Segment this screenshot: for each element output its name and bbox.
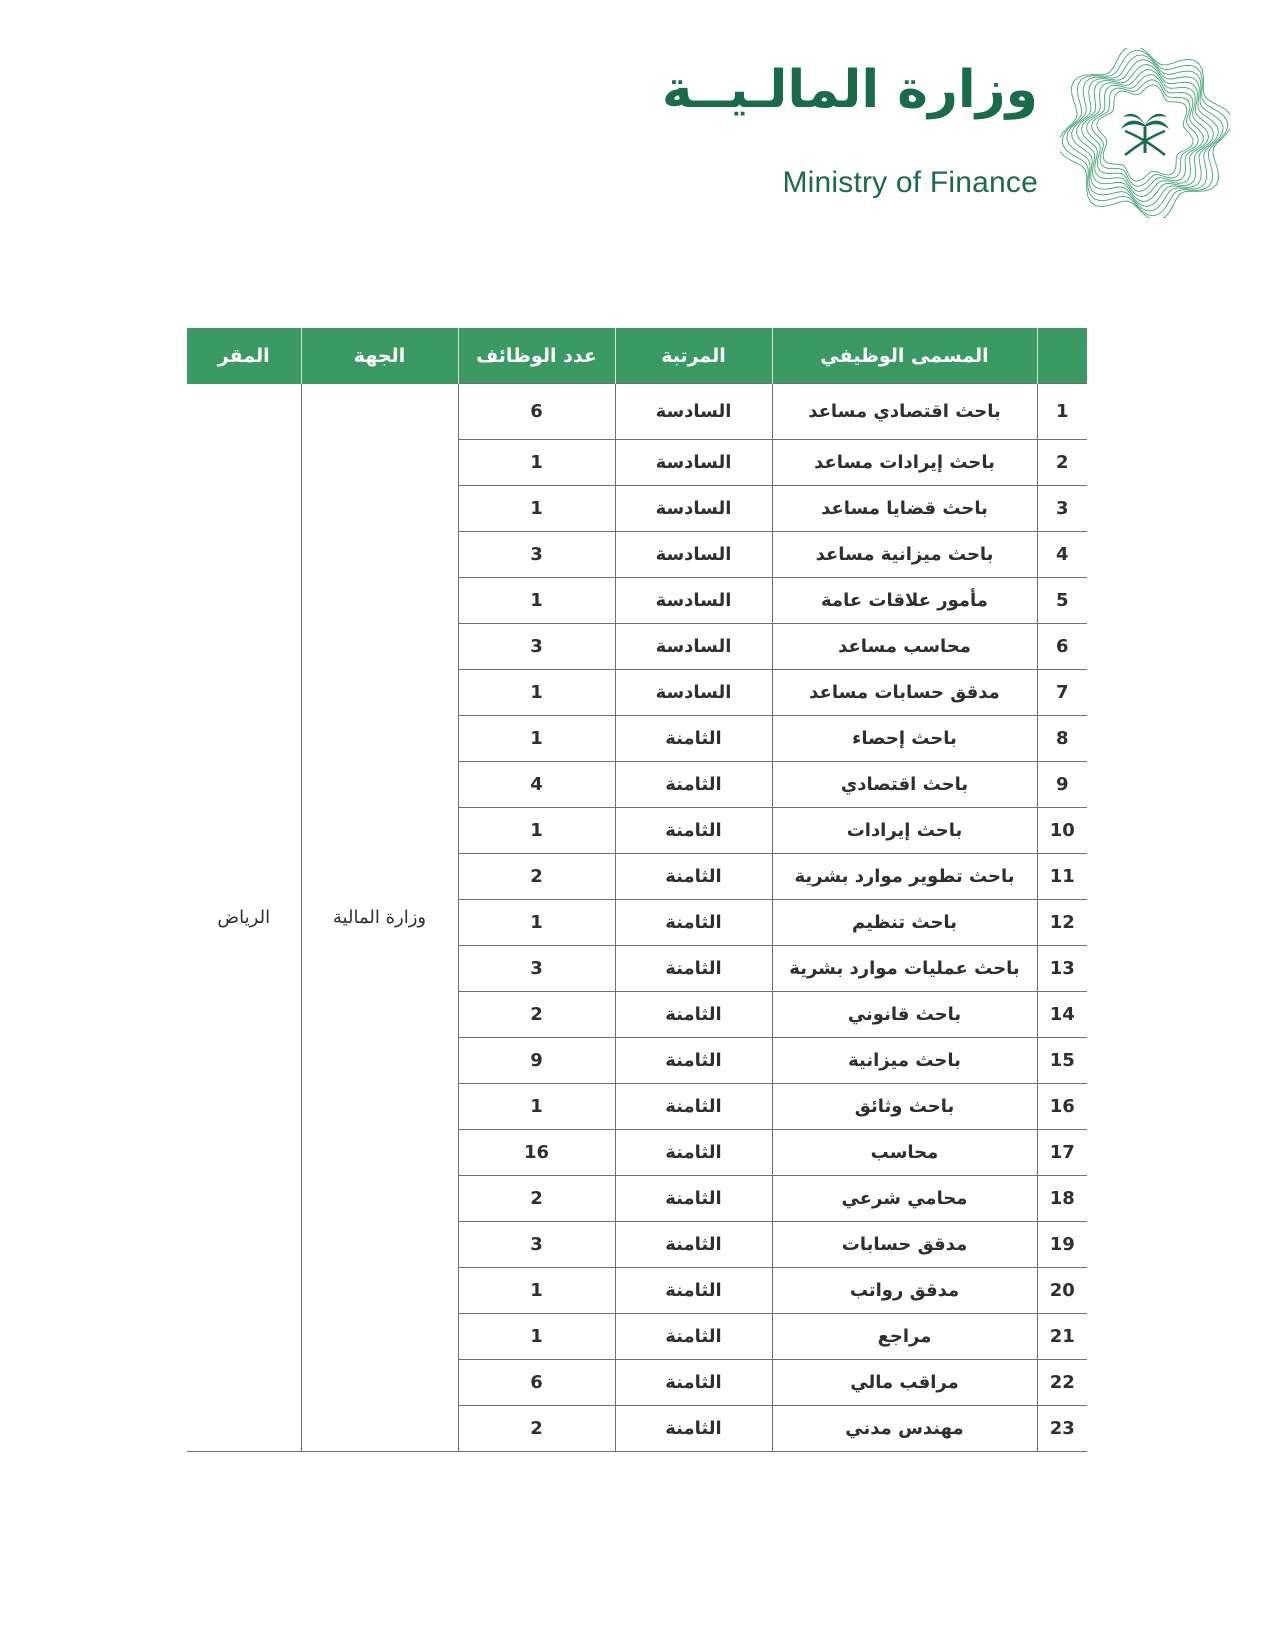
rank-cell: الثامنة (615, 1176, 772, 1222)
header-count: عدد الوظائف (458, 328, 615, 384)
count-cell: 2 (458, 992, 615, 1038)
header-entity: الجهة (301, 328, 458, 384)
row-number: 9 (1037, 762, 1087, 808)
row-number: 10 (1037, 808, 1087, 854)
job-title-cell: باحث قانوني (772, 992, 1037, 1038)
job-title-cell: مدقق رواتب (772, 1268, 1037, 1314)
job-title-cell: باحث قضايا مساعد (772, 486, 1037, 532)
rank-cell: الثامنة (615, 808, 772, 854)
row-number: 20 (1037, 1268, 1087, 1314)
ministry-logo (661, 48, 1230, 218)
header-index (1037, 328, 1087, 384)
count-cell: 6 (458, 384, 615, 440)
row-number: 6 (1037, 624, 1087, 670)
rank-cell: الثامنة (615, 1314, 772, 1360)
rank-cell: الثامنة (615, 1222, 772, 1268)
job-title-cell: باحث ميزانية (772, 1038, 1037, 1084)
ministry-emblem-icon (1060, 48, 1230, 218)
rank-cell: الثامنة (615, 900, 772, 946)
row-number: 15 (1037, 1038, 1087, 1084)
job-title-cell: باحث اقتصادي (772, 762, 1037, 808)
rank-cell: الثامنة (615, 854, 772, 900)
count-cell: 3 (458, 624, 615, 670)
count-cell: 1 (458, 486, 615, 532)
table-header-row (187, 328, 1087, 384)
count-cell: 3 (458, 532, 615, 578)
row-number: 17 (1037, 1130, 1087, 1176)
count-cell: 1 (458, 716, 615, 762)
count-cell: 3 (458, 1222, 615, 1268)
count-cell: 1 (458, 808, 615, 854)
job-title-cell: محاسب (772, 1130, 1037, 1176)
job-title-cell: باحث إحصاء (772, 716, 1037, 762)
rank-cell: الثامنة (615, 992, 772, 1038)
jobs-table (187, 328, 1087, 1452)
rank-cell: السادسة (615, 670, 772, 716)
job-title-cell: باحث تنظيم (772, 900, 1037, 946)
count-cell: 3 (458, 946, 615, 992)
count-cell: 1 (458, 440, 615, 486)
job-title-cell: مدقق حسابات (772, 1222, 1037, 1268)
row-number: 18 (1037, 1176, 1087, 1222)
rank-cell: السادسة (615, 578, 772, 624)
job-title-cell: مراقب مالي (772, 1360, 1037, 1406)
table-row (187, 384, 1087, 440)
rank-cell: السادسة (615, 384, 772, 440)
row-number: 7 (1037, 670, 1087, 716)
job-title-cell: محاسب مساعد (772, 624, 1037, 670)
job-title-cell: باحث اقتصادي مساعد (772, 384, 1037, 440)
rank-cell: السادسة (615, 532, 772, 578)
job-title-cell: باحث إيرادات (772, 808, 1037, 854)
row-number: 4 (1037, 532, 1087, 578)
count-cell: 1 (458, 900, 615, 946)
rank-cell: الثامنة (615, 1360, 772, 1406)
row-number: 21 (1037, 1314, 1087, 1360)
job-title-cell: باحث وثائق (772, 1084, 1037, 1130)
rank-cell: الثامنة (615, 1268, 772, 1314)
logo-english-text: Ministry of Finance (782, 166, 1038, 199)
rank-cell: السادسة (615, 440, 772, 486)
rank-cell: الثامنة (615, 762, 772, 808)
count-cell: 9 (458, 1038, 615, 1084)
job-title-cell: باحث عمليات موارد بشرية (772, 946, 1037, 992)
job-title-cell: مدقق حسابات مساعد (772, 670, 1037, 716)
row-number: 2 (1037, 440, 1087, 486)
row-number: 3 (1037, 486, 1087, 532)
count-cell: 1 (458, 670, 615, 716)
row-number: 22 (1037, 1360, 1087, 1406)
row-number: 23 (1037, 1406, 1087, 1452)
row-number: 19 (1037, 1222, 1087, 1268)
city-cell: الرياض (187, 384, 301, 1452)
count-cell: 2 (458, 1176, 615, 1222)
entity-cell: وزارة المالية (301, 384, 458, 1452)
count-cell: 4 (458, 762, 615, 808)
row-number: 14 (1037, 992, 1087, 1038)
count-cell: 1 (458, 1314, 615, 1360)
row-number: 11 (1037, 854, 1087, 900)
job-title-cell: مهندس مدني (772, 1406, 1037, 1452)
rank-cell: الثامنة (615, 1130, 772, 1176)
job-title-cell: مأمور علاقات عامة (772, 578, 1037, 624)
job-title-cell: باحث تطوير موارد بشرية (772, 854, 1037, 900)
header-city: المقر (187, 328, 301, 384)
rank-cell: السادسة (615, 486, 772, 532)
table-body (187, 384, 1087, 1452)
job-title-cell: باحث ميزانية مساعد (772, 532, 1037, 578)
rank-cell: الثامنة (615, 1084, 772, 1130)
row-number: 1 (1037, 384, 1087, 440)
row-number: 5 (1037, 578, 1087, 624)
count-cell: 1 (458, 1268, 615, 1314)
count-cell: 1 (458, 1084, 615, 1130)
logo-arabic-text: وزارة المالـيــة (661, 60, 1038, 120)
row-number: 16 (1037, 1084, 1087, 1130)
rank-cell: الثامنة (615, 1406, 772, 1452)
row-number: 8 (1037, 716, 1087, 762)
rank-cell: السادسة (615, 624, 772, 670)
count-cell: 2 (458, 1406, 615, 1452)
row-number: 12 (1037, 900, 1087, 946)
job-title-cell: محامي شرعي (772, 1176, 1037, 1222)
count-cell: 6 (458, 1360, 615, 1406)
count-cell: 2 (458, 854, 615, 900)
row-number: 13 (1037, 946, 1087, 992)
header-job-title: المسمى الوظيفي (772, 328, 1037, 384)
count-cell: 16 (458, 1130, 615, 1176)
count-cell: 1 (458, 578, 615, 624)
rank-cell: الثامنة (615, 946, 772, 992)
header-rank: المرتبة (615, 328, 772, 384)
job-title-cell: مراجع (772, 1314, 1037, 1360)
rank-cell: الثامنة (615, 1038, 772, 1084)
rank-cell: الثامنة (615, 716, 772, 762)
jobs-table-container (187, 328, 1087, 1452)
job-title-cell: باحث إيرادات مساعد (772, 440, 1037, 486)
